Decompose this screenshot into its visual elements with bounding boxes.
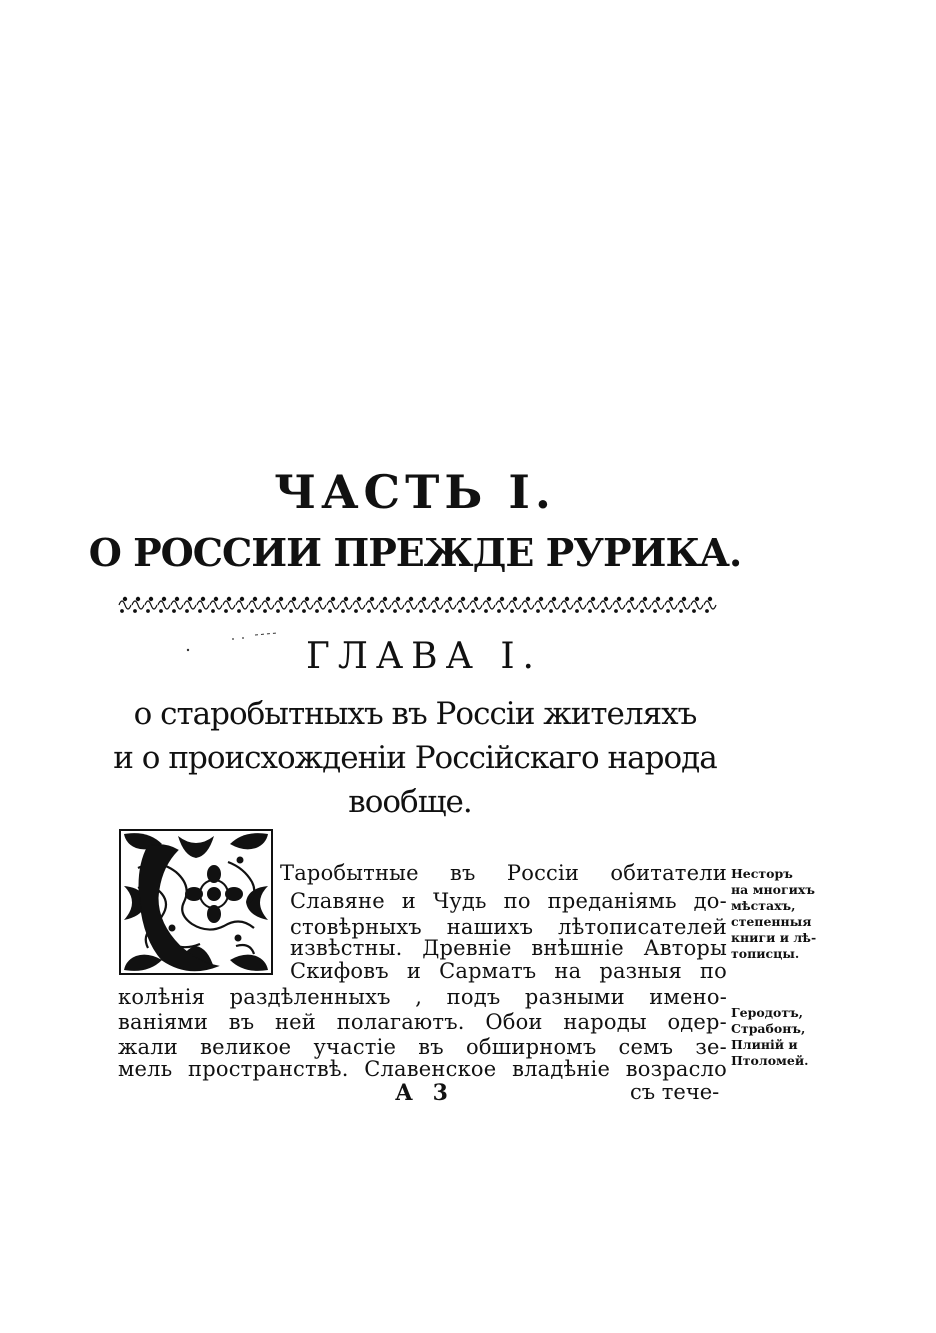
word: зе- [695, 1035, 727, 1059]
word: пространствѣ. [188, 1057, 349, 1081]
ornamental-divider [115, 590, 718, 616]
word: внѣшнiе [531, 936, 624, 960]
word: въ [450, 861, 476, 885]
word: Древнiе [422, 936, 512, 960]
margin-note-line: тописцы. [731, 946, 800, 961]
part-title: ЧАСТЬ I. [274, 465, 556, 519]
page-signature: А 3 [395, 1080, 454, 1106]
word: на [554, 959, 582, 983]
word: въ [228, 1010, 255, 1034]
body-line-7 [118, 1008, 727, 1036]
word: Россiи [506, 861, 580, 885]
margin-note-line: на многихъ [731, 882, 815, 897]
decorated-initial-s-icon [118, 828, 274, 976]
catchword: съ тече- [630, 1080, 720, 1104]
word: Славяне [290, 889, 385, 913]
word: полагаютъ. [336, 1010, 465, 1034]
word: разными [524, 985, 625, 1009]
word: возрасло [625, 1057, 727, 1081]
margin-note-line: Птоломей. [731, 1053, 809, 1068]
chapter-subtitle-line-2: и о происхожденiи Россiйскаго народа [113, 740, 717, 776]
word: по [503, 889, 531, 913]
body-line-5 [290, 957, 727, 985]
word: , [415, 985, 423, 1009]
word: и [406, 959, 422, 983]
word: ней [274, 1010, 317, 1034]
word: народы [563, 1010, 647, 1034]
word: подъ [446, 985, 501, 1009]
word: колѣнiя [118, 985, 206, 1009]
word: раздѣленныхъ [229, 985, 391, 1009]
word: разныя [599, 959, 682, 983]
word: Скифовъ [290, 959, 389, 983]
word: ванiями [118, 1010, 209, 1034]
word: мель [118, 1057, 173, 1081]
word: Сарматъ [439, 959, 537, 983]
chapter-subtitle-line-1: о старобытныхъ въ Россiи жителяхъ [133, 696, 697, 732]
margin-note-sources [731, 866, 841, 962]
word: до- [693, 889, 727, 913]
word: стовѣрныхъ [290, 915, 422, 939]
word: лѣтописателей [558, 915, 727, 939]
word: одер- [667, 1010, 727, 1034]
word: жали [118, 1035, 178, 1059]
body-line-1 [280, 859, 727, 887]
word: по [699, 959, 727, 983]
word: Обои [485, 1010, 543, 1034]
word: и [401, 889, 416, 913]
margin-note-line: Плинiй и [731, 1037, 798, 1052]
chapter-title: ГЛАВА I. [306, 636, 542, 677]
word: Чудь [432, 889, 487, 913]
word: извѣстны. [290, 936, 403, 960]
body-line-9 [118, 1055, 727, 1083]
part-subtitle: О РОССИИ ПРЕЖДЕ РУРИКА. [88, 530, 742, 575]
word: обширномъ [466, 1035, 597, 1059]
word: семъ [618, 1035, 674, 1059]
word: участiе [313, 1035, 397, 1059]
chapter-subtitle-line-3: вообще. [348, 784, 472, 820]
word: имено- [649, 985, 727, 1009]
margin-note-authors [731, 1005, 841, 1069]
margin-note-line: Страбонъ, [731, 1021, 806, 1036]
margin-note-line: Геродотъ, [731, 1005, 804, 1020]
margin-note-line: Несторъ [731, 866, 793, 881]
word: Авторы [643, 936, 727, 960]
margin-note-line: мѣстахъ, [731, 898, 796, 913]
word: преданiямь [547, 889, 677, 913]
margin-note-line: степенныя [731, 914, 812, 929]
word: обитатели [610, 861, 727, 885]
margin-note-line: книги и лѣ- [731, 930, 817, 945]
body-line-2 [290, 887, 727, 915]
body-line-6 [118, 983, 727, 1011]
word: въ [418, 1035, 444, 1059]
word: Таробытные [280, 861, 419, 885]
word: нашихъ [446, 915, 534, 939]
word: Славенское [364, 1057, 497, 1081]
word: великое [200, 1035, 292, 1059]
word: владѣнiе [512, 1057, 611, 1081]
